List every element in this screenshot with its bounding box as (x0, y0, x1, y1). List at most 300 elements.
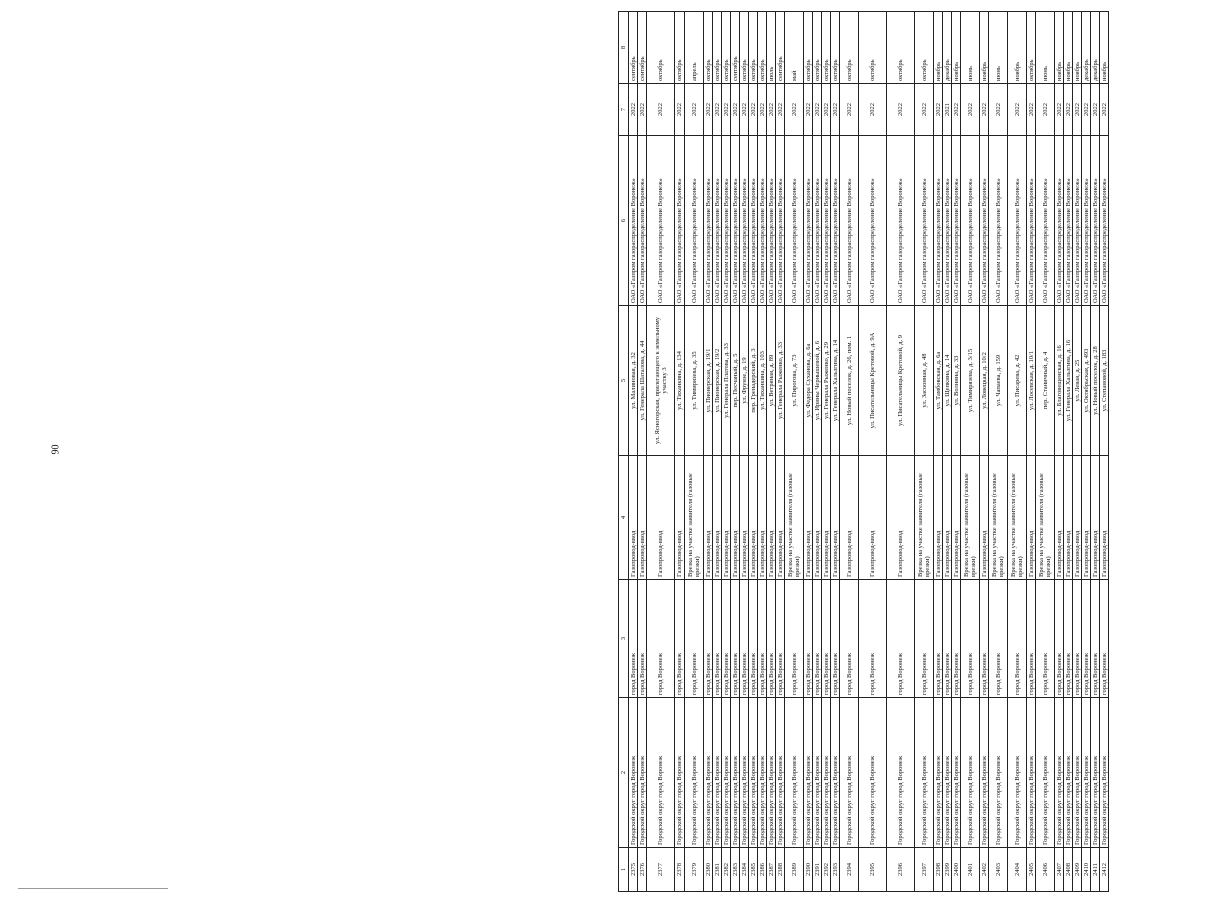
address-cell: пер. Песчаный, д. 5 (731, 306, 740, 456)
table-row (629, 12, 638, 892)
owner-cell: ОАО «Газпром газораспределение Воронеж» (675, 136, 685, 306)
district-cell: Городской округ город Воронеж (638, 698, 647, 848)
row-number-cell: 2407 (1055, 848, 1064, 892)
object-type-cell: Врезка на участке заявителя (газовые врезки) (785, 456, 804, 580)
locality-cell: город Воронеж (961, 580, 980, 698)
district-cell: Городской округ город Воронеж (758, 698, 767, 848)
locality-cell: город Воронеж (785, 580, 804, 698)
owner-cell: ОАО «Газпром газораспределение Воронеж» (943, 136, 952, 306)
month-cell: ноябрь (1100, 12, 1109, 84)
month-cell: октябрь (740, 12, 749, 84)
locality-cell: город Воронеж (1073, 580, 1082, 698)
owner-cell: ОАО «Газпром газораспределение Воронеж» (749, 136, 758, 306)
locality-cell: город Воронеж (731, 580, 740, 698)
object-type-cell: Газопровод-ввод (629, 456, 638, 580)
object-type-cell: Газопровод-ввод (1027, 456, 1036, 580)
address-cell: ул. Ирины Чернышевой, д. 6 (813, 306, 822, 456)
month-cell: сентябрь (638, 12, 647, 84)
row-number-cell: 2382 (722, 848, 731, 892)
row-number-cell: 2398 (934, 848, 943, 892)
object-type-cell: Газопровод-ввод (731, 456, 740, 580)
month-cell: ноябрь (1008, 12, 1027, 84)
address-cell: ул. Генерала Рыженко, д. 33 (776, 306, 785, 456)
gas-pipeline-table (618, 11, 1109, 892)
locality-cell: город Воронеж (758, 580, 767, 698)
district-cell: Городской округ город Воронеж (749, 698, 758, 848)
month-cell: октябрь (831, 12, 840, 84)
table-row (961, 12, 980, 892)
locality-cell: город Воронеж (859, 580, 887, 698)
locality-cell: город Воронеж (915, 580, 934, 698)
table-row (980, 12, 989, 892)
row-number-cell: 2393 (831, 848, 840, 892)
row-number-cell: 2391 (813, 848, 822, 892)
year-cell: 2022 (749, 84, 758, 136)
row-number-cell: 2395 (859, 848, 887, 892)
year-cell: 2022 (629, 84, 638, 136)
district-cell: Городской округ город Воронеж (731, 698, 740, 848)
month-cell: октябрь (813, 12, 822, 84)
year-cell: 2022 (822, 84, 831, 136)
owner-cell: ОАО «Газпром газораспределение Воронеж» (1055, 136, 1064, 306)
row-number-cell: 2375 (629, 848, 638, 892)
row-number-cell: 2396 (887, 848, 915, 892)
address-cell: пер. Гренадерский, д. 3 (749, 306, 758, 456)
year-cell: 2022 (1100, 84, 1109, 136)
locality-cell: город Воронеж (1082, 580, 1091, 698)
locality-cell: город Воронеж (1008, 580, 1027, 698)
owner-cell: ОАО «Газпром газораспределение Воронеж» (804, 136, 813, 306)
year-cell: 2022 (1055, 84, 1064, 136)
locality-cell: город Воронеж (980, 580, 989, 698)
row-number-cell: 2397 (915, 848, 934, 892)
row-number-cell: 2383 (731, 848, 740, 892)
object-type-cell: Газопровод-ввод (887, 456, 915, 580)
column-number: 5 (619, 306, 629, 456)
object-type-cell: Газопровод-ввод (776, 456, 785, 580)
address-cell: ул. Генерала Платова, д. 33 (722, 306, 731, 456)
year-cell: 2022 (1036, 84, 1055, 136)
locality-cell: город Воронеж (685, 580, 704, 698)
year-cell: 2022 (785, 84, 804, 136)
month-cell: октябрь (840, 12, 859, 84)
table-row (813, 12, 822, 892)
row-number-cell: 2405 (1027, 848, 1036, 892)
locality-cell: город Воронеж (1055, 580, 1064, 698)
object-type-cell: Газопровод-ввод (713, 456, 722, 580)
owner-cell: ОАО «Газпром газораспределение Воронеж» (1027, 136, 1036, 306)
month-cell: апрель (685, 12, 704, 84)
district-cell: Городской округ город Воронеж (804, 698, 813, 848)
object-type-cell: Газопровод-ввод (1073, 456, 1082, 580)
row-number-cell: 2377 (647, 848, 675, 892)
object-type-cell: Газопровод-ввод (831, 456, 840, 580)
district-cell: Городской округ город Воронеж (915, 698, 934, 848)
row-number-cell: 2409 (1073, 848, 1082, 892)
year-cell: 2022 (1073, 84, 1082, 136)
month-cell: октябрь (887, 12, 915, 84)
object-type-cell: Газопровод-ввод (804, 456, 813, 580)
locality-cell: город Воронеж (1027, 580, 1036, 698)
row-number-cell: 2385 (749, 848, 758, 892)
address-cell: ул. Тимирязева, д. 35 (685, 306, 704, 456)
month-cell: сентябрь (776, 12, 785, 84)
month-cell: декабрь (943, 12, 952, 84)
district-cell: Городской округ город Воронеж (722, 698, 731, 848)
object-type-cell: Газопровод-ввод (943, 456, 952, 580)
row-number-cell: 2404 (1008, 848, 1027, 892)
district-cell: Городской округ город Воронеж (934, 698, 943, 848)
owner-cell: ОАО «Газпром газораспределение Воронеж» (713, 136, 722, 306)
month-cell: октябрь (1027, 12, 1036, 84)
table-row (675, 12, 685, 892)
table-row (638, 12, 647, 892)
row-number-cell: 2384 (740, 848, 749, 892)
month-cell: ноябрь (1073, 12, 1082, 84)
year-cell: 2021 (943, 84, 952, 136)
owner-cell: ОАО «Газпром газораспределение Воронеж» (629, 136, 638, 306)
district-cell: Городской округ город Воронеж (767, 698, 776, 848)
object-type-cell: Газопровод-ввод (813, 456, 822, 580)
address-cell: ул. Генерала Хальзгина, д. 14 (831, 306, 840, 456)
district-cell: Городской округ город Воронеж (1082, 698, 1091, 848)
object-type-cell: Газопровод-ввод (758, 456, 767, 580)
year-cell: 2022 (989, 84, 1008, 136)
object-type-cell: Газопровод-ввод (1082, 456, 1091, 580)
table-row (1027, 12, 1036, 892)
table-row (943, 12, 952, 892)
object-type-cell: Газопровод-ввод (952, 456, 961, 580)
district-cell: Городской округ город Воронеж (822, 698, 831, 848)
locality-cell: город Воронеж (740, 580, 749, 698)
table-row (934, 12, 943, 892)
month-cell: июнь (1036, 12, 1055, 84)
locality-cell: город Воронеж (943, 580, 952, 698)
table-row (740, 12, 749, 892)
year-cell: 2022 (840, 84, 859, 136)
table-row (989, 12, 1008, 892)
year-cell: 2022 (722, 84, 731, 136)
row-number-cell: 2389 (785, 848, 804, 892)
month-cell: сентябрь (731, 12, 740, 84)
owner-cell: ОАО «Газпром газораспределение Воронеж» (831, 136, 840, 306)
row-number-cell: 2381 (713, 848, 722, 892)
district-cell: Городской округ город Воронеж (629, 698, 638, 848)
district-cell: Городской округ город Воронеж (785, 698, 804, 848)
address-cell: ул. Степановой, д. 183 (1100, 306, 1109, 456)
column-number: 6 (619, 136, 629, 306)
address-cell: ул. Волнина, д. 33 (952, 306, 961, 456)
owner-cell: ОАО «Газпром газораспределение Воронеж» (1008, 136, 1027, 306)
month-cell: октябрь (804, 12, 813, 84)
district-cell: Городской округ город Воронеж (840, 698, 859, 848)
locality-cell: город Воронеж (776, 580, 785, 698)
row-number-cell: 2387 (767, 848, 776, 892)
month-cell: ноябрь (952, 12, 961, 84)
district-cell: Городской округ город Воронеж (1064, 698, 1073, 848)
year-cell: 2022 (831, 84, 840, 136)
object-type-cell: Газопровод-ввод (1100, 456, 1109, 580)
row-number-cell: 2411 (1091, 848, 1100, 892)
month-cell: октябрь (915, 12, 934, 84)
row-number-cell: 2408 (1064, 848, 1073, 892)
district-cell: Городской округ город Воронеж (961, 698, 980, 848)
table-row (1008, 12, 1027, 892)
year-cell: 2022 (952, 84, 961, 136)
owner-cell: ОАО «Газпром газораспределение Воронеж» (767, 136, 776, 306)
year-cell: 2022 (915, 84, 934, 136)
district-cell: Городской округ город Воронеж (1100, 698, 1109, 848)
locality-cell: город Воронеж (804, 580, 813, 698)
address-cell: ул. Пирогова, д. 73 (785, 306, 804, 456)
table-row (647, 12, 675, 892)
locality-cell: город Воронеж (813, 580, 822, 698)
owner-cell: ОАО «Газпром газораспределение Воронеж» (952, 136, 961, 306)
table-row (1100, 12, 1109, 892)
address-cell: ул. Генерала Хальзгина, д. 16 (1064, 306, 1073, 456)
year-cell: 2022 (1064, 84, 1073, 136)
column-number: 1 (619, 848, 629, 892)
address-cell: ул. Благовещенская, д. 16 (1055, 306, 1064, 456)
district-cell: Городской округ город Воронеж (647, 698, 675, 848)
owner-cell: ОАО «Газпром газораспределение Воронеж» (1082, 136, 1091, 306)
owner-cell: ОАО «Газпром газораспределение Воронеж» (813, 136, 822, 306)
owner-cell: ОАО «Газпром газораспределение Воронеж» (758, 136, 767, 306)
district-cell: Городской округ город Воронеж (1073, 698, 1082, 848)
column-number: 3 (619, 580, 629, 698)
year-cell: 2022 (804, 84, 813, 136)
owner-cell: ОАО «Газпром газораспределение Воронеж» (731, 136, 740, 306)
month-cell: июль (767, 12, 776, 84)
year-cell: 2022 (859, 84, 887, 136)
object-type-cell: Газопровод-ввод (840, 456, 859, 580)
column-number: 7 (619, 84, 629, 136)
object-type-cell: Газопровод-ввод (767, 456, 776, 580)
table-row (776, 12, 785, 892)
year-cell: 2022 (776, 84, 785, 136)
month-cell: май (785, 12, 804, 84)
address-cell: ул. Пионерская, д. 19/2 (713, 306, 722, 456)
district-cell: Городской округ город Воронеж (1027, 698, 1036, 848)
row-number-cell: 2392 (822, 848, 831, 892)
month-cell: ноябрь (1064, 12, 1073, 84)
rotated-table-container (618, 12, 1218, 892)
table-row (915, 12, 934, 892)
address-cell: ул. Новый поселок, д. 28 (1091, 306, 1100, 456)
row-number-cell: 2388 (776, 848, 785, 892)
row-number-cell: 2394 (840, 848, 859, 892)
year-cell: 2022 (713, 84, 722, 136)
row-number-cell: 2412 (1100, 848, 1109, 892)
owner-cell: ОАО «Газпром газораспределение Воронеж» (722, 136, 731, 306)
row-number-cell: 2410 (1082, 848, 1091, 892)
month-cell: июнь (989, 12, 1008, 84)
table-row (685, 12, 704, 892)
object-type-cell: Врезка на участке заявителя (газовые врезки) (685, 456, 704, 580)
district-cell: Городской округ город Воронеж (704, 698, 713, 848)
locality-cell: город Воронеж (1036, 580, 1055, 698)
district-cell: Городской округ город Воронеж (713, 698, 722, 848)
owner-cell: ОАО «Газпром газораспределение Воронеж» (704, 136, 713, 306)
table-row (704, 12, 713, 892)
owner-cell: ОАО «Газпром газораспределение Воронеж» (1091, 136, 1100, 306)
row-number-cell: 2402 (980, 848, 989, 892)
month-cell: октябрь (675, 12, 685, 84)
address-cell: ул. Федора Суханова, д. 6а (804, 306, 813, 456)
object-type-cell: Газопровод-ввод (740, 456, 749, 580)
address-cell: ул. Ловецкая, д. 10/2 (980, 306, 989, 456)
table-row (731, 12, 740, 892)
object-type-cell: Газопровод-ввод (749, 456, 758, 580)
object-type-cell: Газопровод-ввод (1064, 456, 1073, 580)
row-number-cell: 2403 (989, 848, 1008, 892)
year-cell: 2022 (1091, 84, 1100, 136)
locality-cell: город Воронеж (647, 580, 675, 698)
year-cell: 2022 (813, 84, 822, 136)
owner-cell: ОАО «Газпром газораспределение Воронеж» (1064, 136, 1073, 306)
locality-cell: город Воронеж (934, 580, 943, 698)
locality-cell: город Воронеж (713, 580, 722, 698)
table-row (758, 12, 767, 892)
object-type-cell: Газопровод-ввод (934, 456, 943, 580)
owner-cell: ОАО «Газпром газораспределение Воронеж» (887, 136, 915, 306)
row-number-cell: 2380 (704, 848, 713, 892)
owner-cell: ОАО «Газпром газораспределение Воронеж» (1073, 136, 1082, 306)
address-cell: ул. Тамбовская, д. 6а (934, 306, 943, 456)
year-cell: 2022 (731, 84, 740, 136)
address-cell: ул. Писательницы Кретовой, д. 9А (859, 306, 887, 456)
month-cell: октябрь (749, 12, 758, 84)
district-cell: Городской округ город Воронеж (887, 698, 915, 848)
year-cell: 2022 (887, 84, 915, 136)
table-row (749, 12, 758, 892)
locality-cell: город Воронеж (704, 580, 713, 698)
object-type-cell: Газопровод-ввод (822, 456, 831, 580)
object-type-cell: Врезка на участке заявителя (газовые врезки) (1036, 456, 1055, 580)
year-cell: 2022 (704, 84, 713, 136)
locality-cell: город Воронеж (840, 580, 859, 698)
month-cell: ноябрь (934, 12, 943, 84)
object-type-cell: Газопровод-ввод (638, 456, 647, 580)
owner-cell: ОАО «Газпром газораспределение Воронеж» (989, 136, 1008, 306)
table-row (767, 12, 776, 892)
locality-cell: город Воронеж (831, 580, 840, 698)
month-cell: октябрь (758, 12, 767, 84)
month-cell: декабрь (1091, 12, 1100, 84)
address-cell: ул. Левая, д. 25 (1073, 306, 1082, 456)
object-type-cell: Газопровод-ввод (980, 456, 989, 580)
year-cell: 2022 (961, 84, 980, 136)
owner-cell: ОАО «Газпром газораспределение Воронеж» (915, 136, 934, 306)
address-cell: ул. Чапаева, д. 159 (989, 306, 1008, 456)
address-cell: ул. Тимирязева, д. 3/15 (961, 306, 980, 456)
row-number-cell: 2400 (952, 848, 961, 892)
row-number-cell: 2406 (1036, 848, 1055, 892)
object-type-cell: Газопровод-ввод (647, 456, 675, 580)
district-cell: Городской округ город Воронеж (1008, 698, 1027, 848)
address-cell: ул. Генерала Шаталова, д. 44 (638, 306, 647, 456)
table-row (785, 12, 804, 892)
object-type-cell: Газопровод-ввод (859, 456, 887, 580)
address-cell: ул. Новый поселок, д. 26, пом. 1 (840, 306, 859, 456)
month-cell: октябрь (859, 12, 887, 84)
month-cell: октябрь (647, 12, 675, 84)
year-cell: 2022 (685, 84, 704, 136)
owner-cell: ОАО «Газпром газораспределение Воронеж» (840, 136, 859, 306)
district-cell: Городской округ город Воронеж (813, 698, 822, 848)
owner-cell: ОАО «Газпром газораспределение Воронеж» (638, 136, 647, 306)
district-cell: Городской округ город Воронеж (1091, 698, 1100, 848)
locality-cell: город Воронеж (952, 580, 961, 698)
footer-divider (18, 888, 168, 889)
locality-cell: город Воронеж (822, 580, 831, 698)
table-row (822, 12, 831, 892)
address-cell: ул. Лосевская, д. 10/1 (1027, 306, 1036, 456)
owner-cell: ОАО «Газпром газораспределение Воронеж» (1036, 136, 1055, 306)
address-cell: ул. Малиновая, д. 32 (629, 306, 638, 456)
month-cell: ноябрь (980, 12, 989, 84)
year-cell: 2022 (675, 84, 685, 136)
locality-cell: город Воронеж (749, 580, 758, 698)
column-number: 4 (619, 456, 629, 580)
district-cell: Городской округ город Воронеж (776, 698, 785, 848)
table-row (1082, 12, 1091, 892)
table-row (1064, 12, 1073, 892)
table-row (887, 12, 915, 892)
district-cell: Городской округ город Воронеж (859, 698, 887, 848)
row-number-cell: 2401 (961, 848, 980, 892)
column-number: 8 (619, 12, 629, 84)
month-cell: декабрь (1082, 12, 1091, 84)
row-number-cell: 2376 (638, 848, 647, 892)
row-number-cell: 2386 (758, 848, 767, 892)
district-cell: Городской округ город Воронеж (980, 698, 989, 848)
table-row (952, 12, 961, 892)
owner-cell: ОАО «Газпром газораспределение Воронеж» (980, 136, 989, 306)
month-cell: июнь (961, 12, 980, 84)
address-cell: пер. Станичный, д. 4 (1036, 306, 1055, 456)
district-cell: Городской округ город Воронеж (685, 698, 704, 848)
year-cell: 2022 (1082, 84, 1091, 136)
table-row (722, 12, 731, 892)
year-cell: 2022 (740, 84, 749, 136)
owner-cell: ОАО «Газпром газораспределение Воронеж» (785, 136, 804, 306)
row-number-cell: 2390 (804, 848, 813, 892)
locality-cell: город Воронеж (722, 580, 731, 698)
locality-cell: город Воронеж (989, 580, 1008, 698)
year-cell: 2022 (980, 84, 989, 136)
table-row (1073, 12, 1082, 892)
address-cell: ул. Щепкина, д. 14 (943, 306, 952, 456)
month-cell: ноябрь (1055, 12, 1064, 84)
owner-cell: ОАО «Газпром газораспределение Воронеж» (776, 136, 785, 306)
object-type-cell: Врезка на участке заявителя (газовые врезки) (961, 456, 980, 580)
locality-cell: город Воронеж (675, 580, 685, 698)
district-cell: Городской округ город Воронеж (675, 698, 685, 848)
owner-cell: ОАО «Газпром газораспределение Воронеж» (961, 136, 980, 306)
address-cell: ул. Писарева, д. 42 (1008, 306, 1027, 456)
address-cell: ул. Писательницы Кретовой, д. 9 (887, 306, 915, 456)
object-type-cell: Газопровод-ввод (1055, 456, 1064, 580)
owner-cell: ОАО «Газпром газораспределение Воронеж» (822, 136, 831, 306)
month-cell: октябрь (722, 12, 731, 84)
object-type-cell: Врезка на участке заявителя (газовые врезки) (989, 456, 1008, 580)
district-cell: Городской округ город Воронеж (1055, 698, 1064, 848)
address-cell: ул. Тиханкина, д. 103 (758, 306, 767, 456)
year-cell: 2022 (1008, 84, 1027, 136)
column-number-row (619, 12, 629, 892)
address-cell: ул. Пионерская, д. 19/1 (704, 306, 713, 456)
